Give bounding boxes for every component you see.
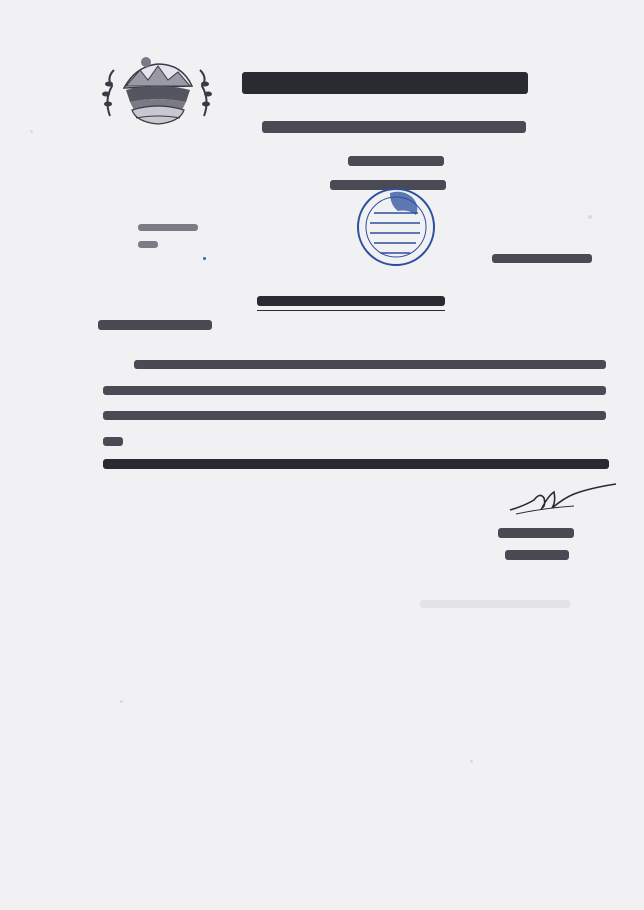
municipality-name	[242, 72, 528, 94]
address-city	[348, 156, 444, 166]
bleed-through-text	[420, 600, 570, 608]
round-office-seal-icon	[350, 185, 440, 269]
nepal-government-emblem-icon	[96, 52, 218, 130]
scan-speck	[470, 760, 473, 763]
letter-date	[492, 254, 592, 263]
subject-underline	[257, 310, 445, 311]
scan-speck	[588, 215, 592, 219]
scan-speck	[30, 130, 33, 133]
body-line	[134, 360, 606, 369]
signatory-name	[498, 528, 574, 538]
signatory-designation	[505, 550, 569, 560]
scan-speck	[120, 700, 123, 703]
handwritten-signature-icon	[504, 478, 622, 522]
postscript	[103, 459, 609, 469]
office-name	[262, 121, 526, 133]
addressee	[98, 320, 212, 330]
letter-subject	[257, 296, 445, 306]
ink-dot	[203, 257, 206, 260]
letter-reference-number	[138, 224, 198, 231]
body-line	[103, 386, 606, 395]
dispatch-number	[138, 241, 158, 248]
body-line	[103, 437, 123, 446]
body-line	[103, 411, 606, 420]
